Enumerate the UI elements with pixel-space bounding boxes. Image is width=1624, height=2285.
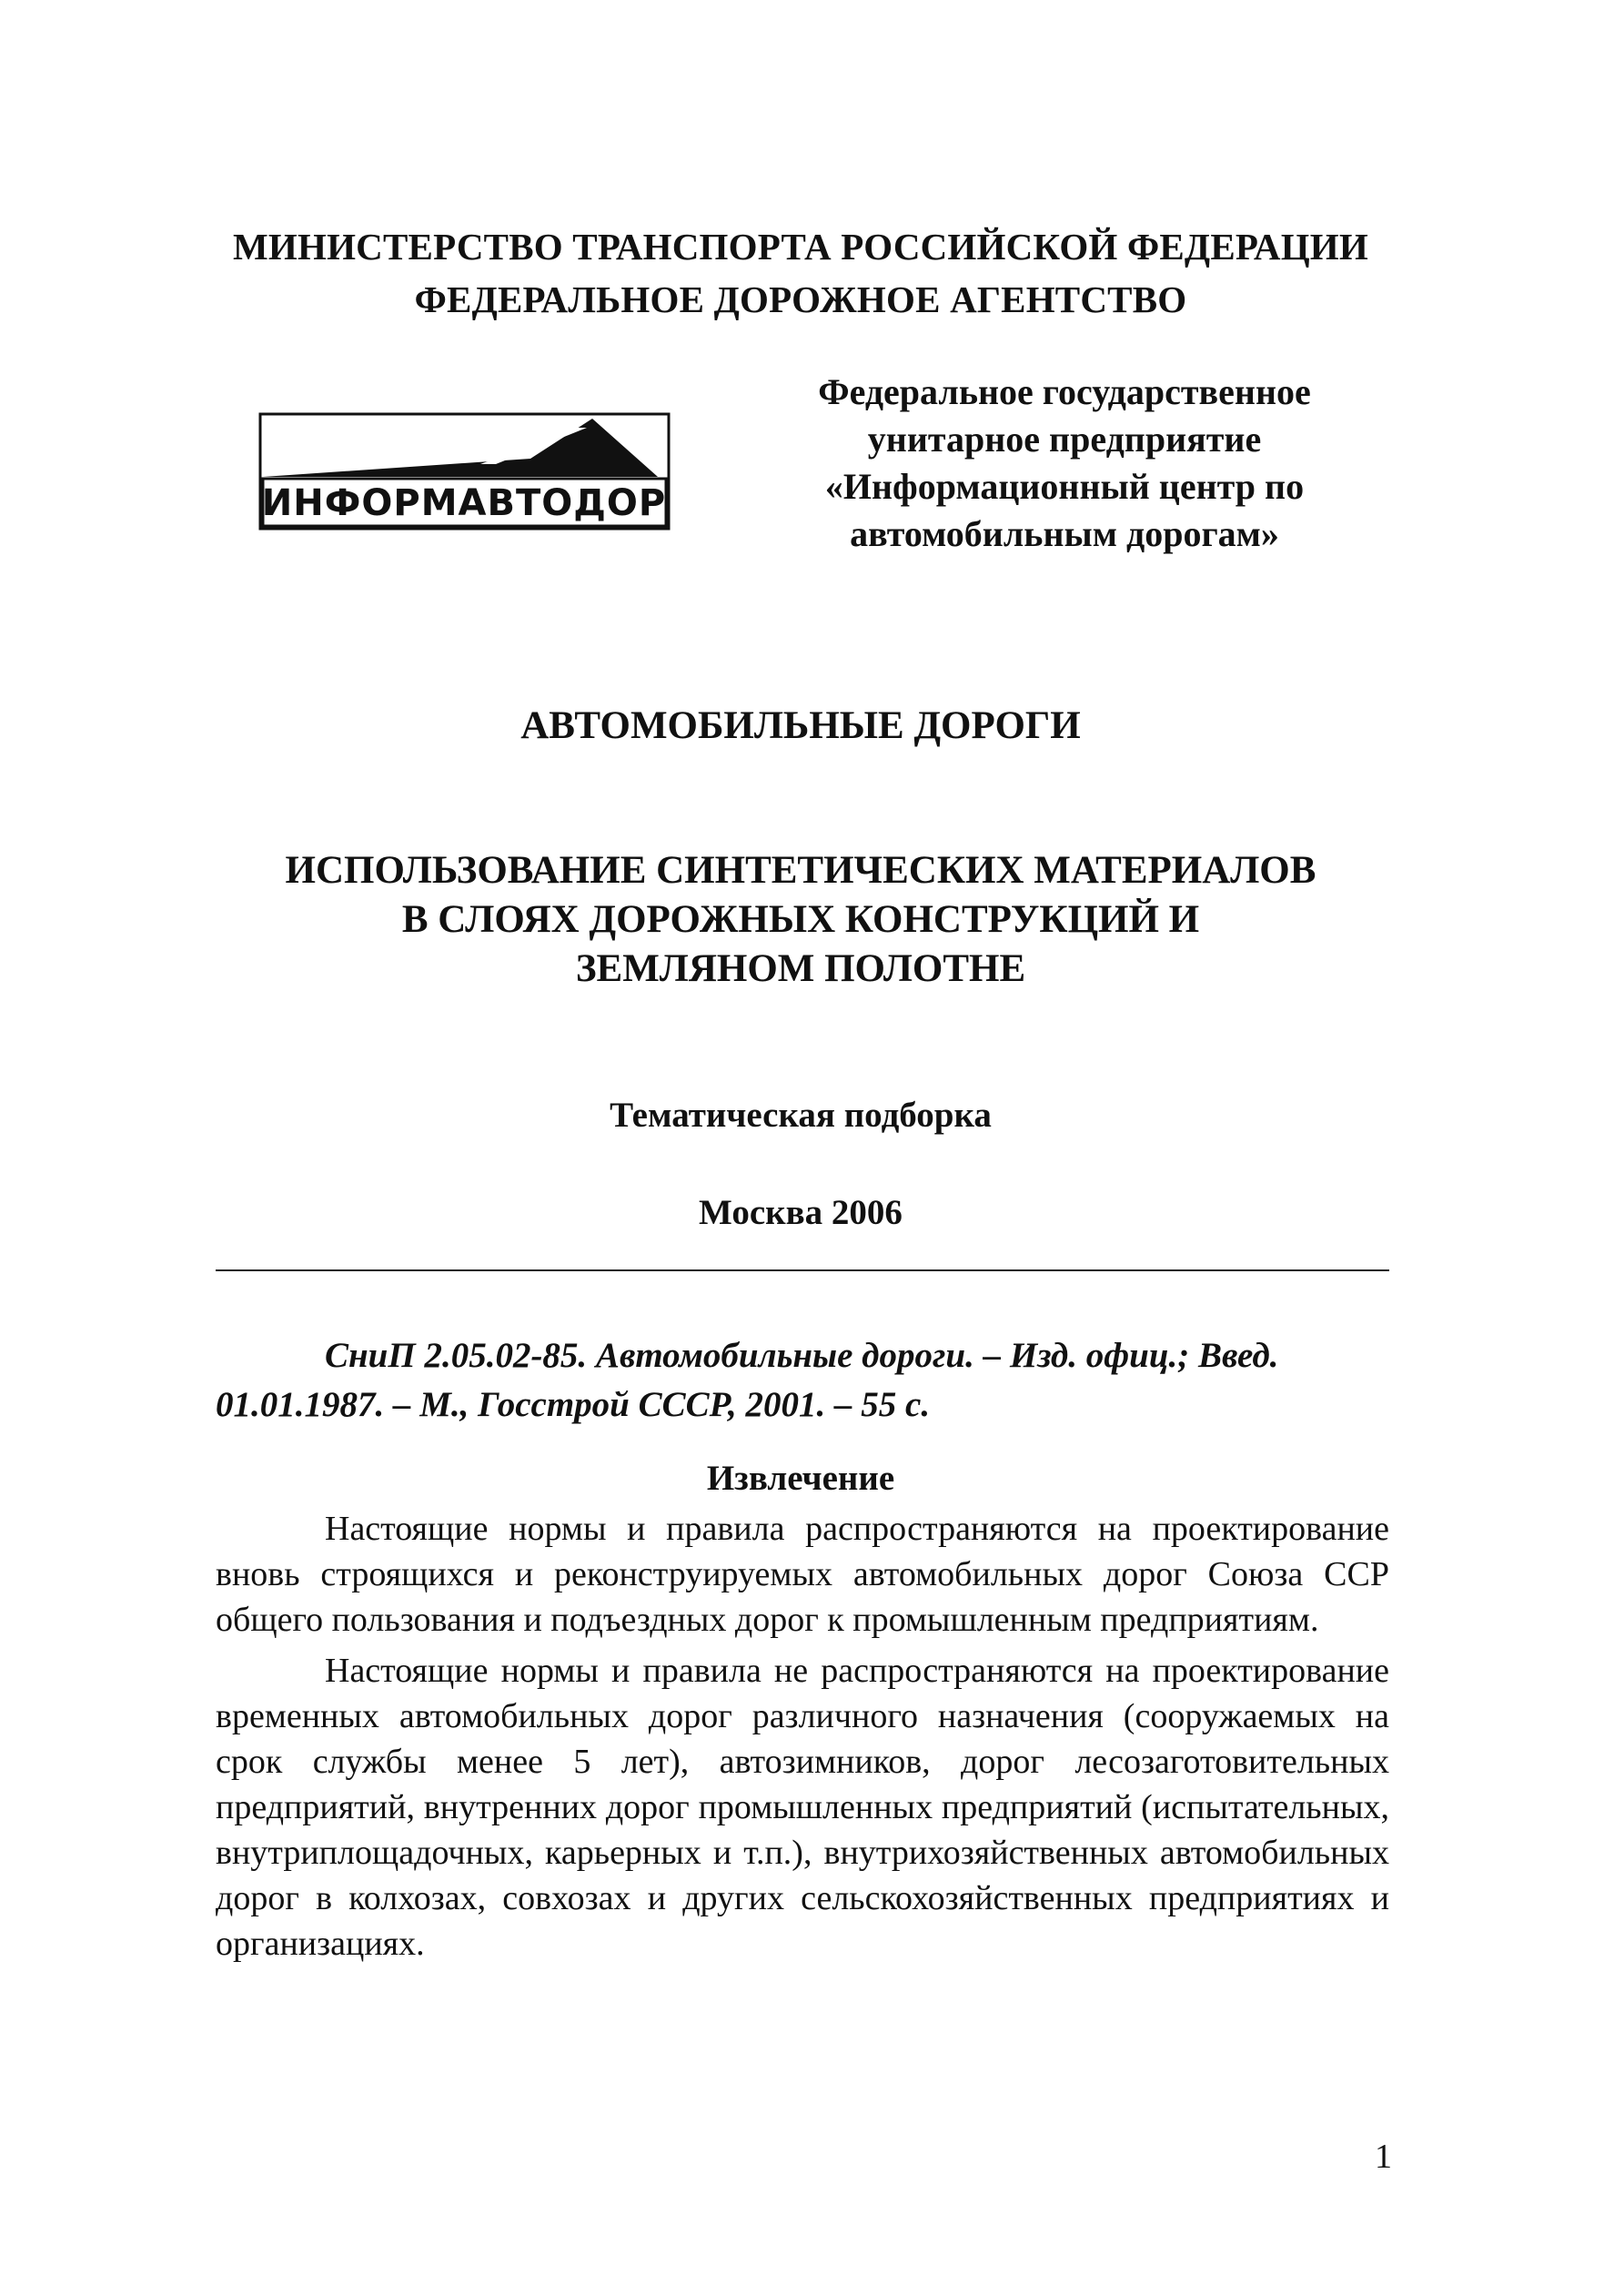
citation-line: 01.01.1987. – М., Госстрой СССР, 2001. – 55 с. (216, 1385, 931, 1424)
organization-line: унитарное предприятие (867, 419, 1262, 460)
organization-line: «Информационный центр по (824, 466, 1305, 507)
title-line: ИСПОЛЬЗОВАНИЕ СИНТЕТИЧЕСКИХ МАТЕРИАЛОВ (285, 849, 1316, 892)
logo-text: ИНФОРМАВТОДОР (261, 482, 667, 524)
body-paragraph: Настоящие нормы и правила распространяются на проектирование вновь строящихся и реконструируемых автомобильных дорог Союза ССР общего пользования и подъездных дорог к промышленным предприятиям. (216, 1510, 1389, 1639)
informavtodor-logo (257, 411, 671, 531)
agency-name: ФЕДЕРАЛЬНОЕ ДОРОЖНОЕ АГЕНТСТВО (414, 278, 1187, 320)
page-number: 1 (1375, 2138, 1392, 2176)
document-subtitle: Тематическая подборка (610, 1096, 992, 1135)
ministry-name: МИНИСТЕРСТВО ТРАНСПОРТА РОССИЙСКОЙ ФЕДЕРАЦИИ (233, 226, 1368, 268)
citation-line: СниП 2.05.02-85. Автомобильные дороги. – Изд. офиц.; Введ. (325, 1336, 1279, 1375)
extract-heading: Извлечение (706, 1459, 895, 1498)
place-and-year: Москва 2006 (699, 1193, 903, 1232)
organization-name (746, 369, 1383, 558)
source-citation (216, 1331, 1389, 1430)
horizontal-divider (216, 1269, 1389, 1271)
section-title: АВТОМОБИЛЬНЫЕ ДОРОГИ (520, 704, 1081, 747)
ministry-header (209, 220, 1392, 326)
document-title (182, 846, 1419, 994)
organization-line: Федеральное государственное (818, 371, 1311, 412)
organization-line: автомобильным дорогам» (850, 513, 1279, 554)
body-paragraph: Настоящие нормы и правила не распространяются на проектирование временных автомобильных дорог различного назначения (сооружаемых на срок службы менее 5 лет), автозимников, дорог лесозаготовительных предприятий, внутренних дорог промышленных предприятий (испытательных, внутриплощадочных, карьерных и т.п.), внутрихозяйственных автомобильных дорог в колхозах, совхозах и других сельскохозяйственных предприятиях и организациях. (216, 1652, 1389, 1963)
title-line: ЗЕМЛЯНОМ ПОЛОТНЕ (575, 947, 1026, 990)
extract-body (216, 1506, 1389, 1967)
title-line: В СЛОЯХ ДОРОЖНЫХ КОНСТРУКЦИЙ И (401, 898, 1200, 941)
mountain-road-logo-icon (257, 411, 671, 531)
